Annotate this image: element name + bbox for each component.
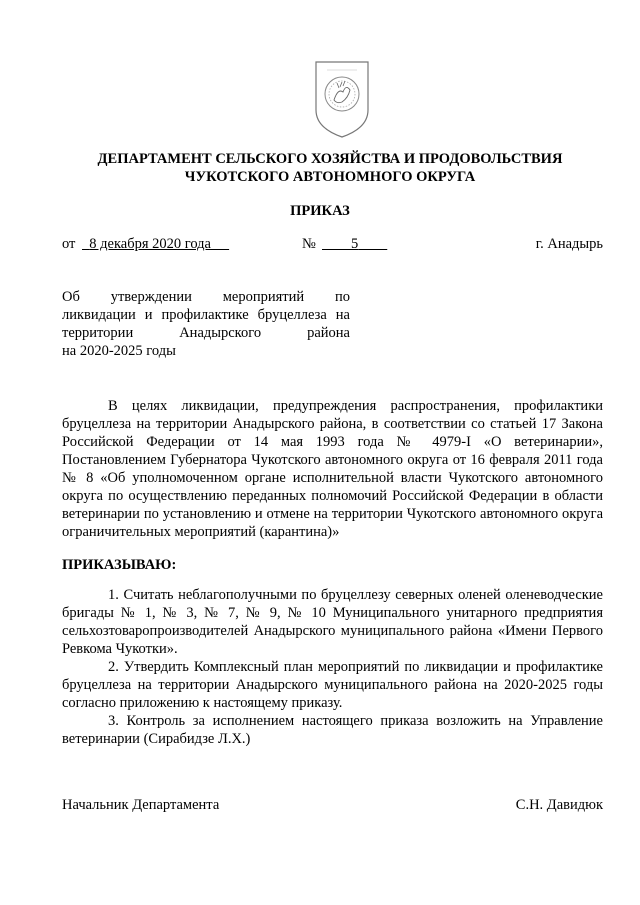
order-item: 3. Контроль за исполнением настоящего приказа возложить на Управление ветеринарии (Сирабидзе Л.Х.) bbox=[62, 713, 603, 747]
order-item: 1. Считать неблагополучными по бруцеллезу северных оленей оленеводческие бригады № 1, № 3, № 7, № 9, № 10 Муниципального унитарного предприятия сельхозтоваропроизводителей Анадырского муниципального района «Имени Первого Ревкома Чукотки». bbox=[62, 587, 603, 657]
org-line-2: ЧУКОТСКОГО АВТОНОМНОГО ОКРУГА bbox=[184, 169, 476, 185]
from-label: от bbox=[62, 236, 76, 252]
city: г. Анадырь bbox=[535, 236, 603, 252]
order-meta-row bbox=[62, 235, 603, 255]
subject-line: Об утверждении мероприятий по bbox=[62, 289, 350, 305]
document-type: ПРИКАЗ bbox=[290, 203, 350, 219]
subject-line: территории Анадырского района bbox=[62, 325, 350, 341]
order-date: 8 декабря 2020 года bbox=[89, 236, 211, 252]
subject-line: ликвидации и профилактике бруцеллеза на bbox=[62, 307, 350, 323]
organization-name bbox=[40, 150, 620, 186]
order-subject bbox=[62, 288, 350, 360]
number-label: № bbox=[302, 236, 316, 252]
signatory-position: Начальник Департамента bbox=[62, 797, 220, 813]
order-items bbox=[62, 586, 603, 748]
org-line-1: ДЕПАРТАМЕНТ СЕЛЬСКОГО ХОЗЯЙСТВА И ПРОДОВОЛЬСТВИЯ bbox=[97, 151, 563, 167]
preamble-paragraph: В целях ликвидации, предупреждения распространения, профилактики бруцеллеза на территории Анадырского района, в соответствии со статьей 17 Закона Российской Федерации от 14 мая 1993 года № 4979-I «О ветеринарии», Постановлением Губернатора Чукотского автономного округа от 16 февраля 2011 года № 8 «Об уполномоченном органе исполнительной власти Чукотского автономного округа по осуществлению переданных полномочий Российской Федерации в области ветеринарии по установлению и отмене на территории Чукотского автономного округа ограничительных мероприятий (карантина)» bbox=[62, 398, 603, 540]
order-heading: ПРИКАЗЫВАЮ: bbox=[62, 557, 177, 573]
signatory-name: С.Н. Давидюк bbox=[515, 797, 603, 813]
order-number: 5 bbox=[351, 236, 359, 252]
subject-line: на 2020-2025 годы bbox=[62, 343, 176, 359]
order-item: 2. Утвердить Комплексный план мероприятий по ликвидации и профилактике бруцеллеза на территории Анадырского муниципального района на 2020-2025 годы согласно приложению к настоящему приказу. bbox=[62, 659, 603, 711]
coat-of-arms-icon bbox=[312, 58, 372, 140]
